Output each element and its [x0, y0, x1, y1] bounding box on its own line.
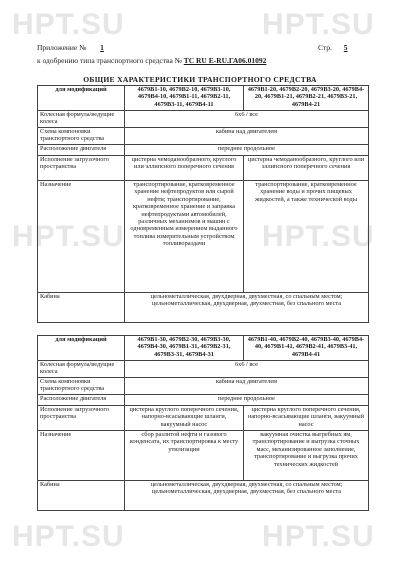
engine-value: переднее продольное: [125, 145, 369, 156]
cab-label: Кабина: [38, 481, 125, 511]
body-value-a: цистерна чемоданообразного, круглого или эллипсного поперечного сечения: [125, 156, 244, 181]
appendix-line: [37, 43, 104, 52]
page-label: Стр.: [318, 43, 332, 52]
watermark: HPT.SU: [12, 8, 125, 41]
table-row: [38, 86, 369, 111]
purpose-value-a: сбор разлитой нефти и газового конденсата, их транспортировка к месту утилизации: [125, 431, 244, 481]
layout-value: кабина над двигателем: [125, 378, 369, 395]
body-value-b: цистерна круглого поперечного сечения, напорно-всасывающие шланги, вакуумный насос: [244, 406, 369, 431]
mod-label: для модификаций: [38, 86, 125, 111]
page-number-line: [318, 43, 348, 52]
mod-list-b: 4679В1-40, 4679В2-40, 4679В3-40, 4679В4-40, 4679В1-41, 4679В2-41, 4679В3-41, 4679В4-41: [244, 336, 369, 361]
watermark: HPT.SU: [12, 520, 125, 553]
cab-value-sleeper: цельнометаллическая, двухдверная, двухместная, со спальным местом;: [150, 293, 343, 300]
table-row: [38, 336, 369, 361]
purpose-label: Назначение: [38, 431, 125, 481]
cab-value-no-sleeper: цельнометаллическая, двухдверная, двухместная, без спального места: [151, 488, 341, 496]
table-row: [38, 111, 369, 128]
body-label: Исполнение загрузочного пространства: [38, 156, 125, 181]
table-row: [38, 293, 369, 323]
mod-list-a: 4679В1-10, 4679В2-10, 4679В3-10, 4679В4-10, 4679В1-11, 4679В2-11, 4679В3-11, 4679В4-11: [125, 86, 244, 111]
page-number: 5: [343, 43, 348, 52]
layout-label: Схема компоновки транспортного средства: [38, 128, 125, 145]
watermark: HPT.SU: [262, 220, 375, 253]
mod-label: для модификаций: [38, 336, 125, 361]
appendix-number: 1: [100, 43, 104, 52]
body-value-a: цистерна круглого поперечного сечения, напорно-всасывающие шланги, вакуумный насос: [125, 406, 244, 431]
table-row: [38, 406, 369, 431]
body-label: Исполнение загрузочного пространства: [38, 406, 125, 431]
wheel-label: Колесная формула/ведущие колеса: [38, 111, 125, 128]
cab-label: Кабина: [38, 293, 125, 323]
spec-table-2: [37, 335, 369, 511]
table-row: [38, 128, 369, 145]
purpose-value-b: транспортирование, кратковременное хранение воды и прочих пищевых жидкостей, а также технической воды: [244, 181, 369, 293]
approval-number: TC RU E-RU.ГА06.01092: [183, 56, 267, 65]
wheel-label: Колесная формула/ведущие колеса: [38, 361, 125, 378]
appendix-label: Приложение №: [37, 43, 87, 52]
table-row: [38, 395, 369, 406]
table-row: [38, 181, 369, 293]
approval-line: [37, 56, 266, 65]
table-row: [38, 378, 369, 395]
table-row: [38, 361, 369, 378]
table-row: [38, 431, 369, 481]
table-row: [38, 481, 369, 511]
spec-table-1: [37, 85, 369, 323]
mod-list-b: 4679В1-20, 4679В2-20, 4679В3-20, 4679В4-20, 4679В1-21, 4679В2-21, 4679В3-21, 4679В4-21: [244, 86, 369, 111]
cab-value: [125, 481, 369, 511]
watermark: HPT.SU: [262, 8, 375, 41]
watermark: HPT.SU: [262, 520, 375, 553]
engine-value: переднее продольное: [125, 395, 369, 406]
table-row: [38, 145, 369, 156]
purpose-value-b: вакуумная очистка выгребных ям, транспортирование и выгрузка сточных масс, механизированное заполнение, транспортирование и выгрузка прочих технических жидкостей: [244, 431, 369, 481]
purpose-value-a: транспортирование, кратковременное хранение нефтепродуктов или сырой нефти; транспортирование, кратковременное хранение и заправка нефтепродуктами автомобилей, различных механизмов и машин с одновременным измерением выданного топлива измерительным устройством топливораздачи: [125, 181, 244, 293]
watermark: HPT.SU: [12, 220, 125, 253]
cab-value-sleeper: цельнометаллическая, двухдверная, двухместная, со спальным местом;: [150, 481, 343, 488]
cab-value: [125, 293, 369, 323]
approval-text: к одобрению типа транспортного средства №: [37, 56, 182, 65]
engine-label: Расположение двигателя: [38, 145, 125, 156]
cab-value-no-sleeper: цельнометаллическая, двухдверная, двухместная, без спального места: [151, 300, 341, 308]
table-row: [38, 156, 369, 181]
wheel-value: 6х6 / все: [125, 111, 369, 128]
wheel-value: 6х6 / все: [125, 361, 369, 378]
mod-list-a: 4679В1-30, 4679В2-30, 4679В3-30, 4679В4-30, 4679В1-31, 4679В2-31, 4679В3-31, 4679В4-31: [125, 336, 244, 361]
purpose-label: Назначение: [38, 181, 125, 293]
layout-label: Схема компоновки транспортного средства: [38, 378, 125, 395]
page-title: ОБЩИЕ ХАРАКТЕРИСТИКИ ТРАНСПОРТНОГО СРЕДСТВА: [83, 75, 317, 84]
engine-label: Расположение двигателя: [38, 395, 125, 406]
layout-value: кабина над двигателем: [125, 128, 369, 145]
body-value-b: цистерна чемоданообразного, круглого или эллипсного поперечного сечения: [244, 156, 369, 181]
